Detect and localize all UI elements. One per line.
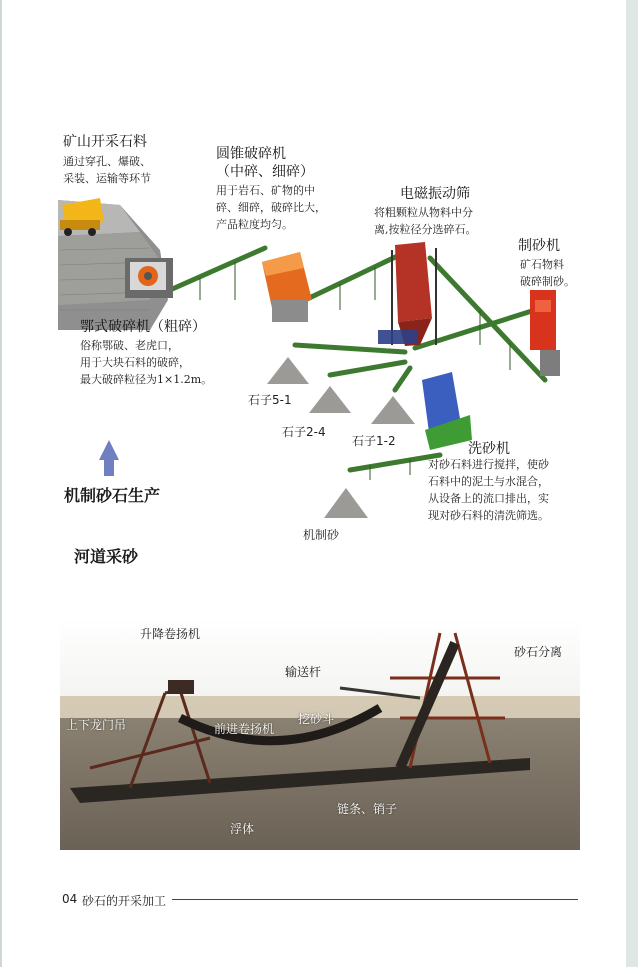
section-river-sand: 河道采砂 (74, 547, 139, 566)
mining-line-1: 通过穿孔、爆破、 (63, 155, 151, 168)
vibrating-screen-line-1: 将粗颗粒从物料中分 (374, 206, 473, 219)
sand-washer-title: 洗砂机 (468, 441, 510, 457)
jaw-crusher-line-3: 最大破碎粒径为1×1.2m。 (80, 373, 213, 386)
cone-crusher-title-2: （中碎、细碎） (216, 164, 314, 180)
vibrating-screen-line-2: 离,按粒径分选碎石。 (374, 223, 477, 236)
up-arrow-stem (104, 458, 114, 476)
sand-washer-line-1: 对砂石料进行搅拌，使砂 (428, 458, 549, 471)
sand-washer-line-3: 从设备上的流口排出，实 (428, 492, 549, 505)
cone-crusher-line-3: 产品粒度均匀。 (216, 218, 293, 231)
footer-rule (172, 899, 578, 900)
dredger-scene (60, 618, 580, 850)
jaw-crusher-block (80, 318, 212, 388)
pile-label-machine-sand: 机制砂 (303, 528, 340, 542)
label-conveyor-rod: 输送杆 (285, 665, 322, 679)
cone-crusher (262, 252, 312, 322)
pile-label-5-1: 石子5-1 (248, 393, 292, 407)
page-number: 04 (62, 892, 78, 906)
mining-line-2: 采装、运输等环节 (63, 172, 151, 185)
label-pontoon: 浮体 (230, 822, 255, 836)
mining-title: 矿山开采石料 (63, 134, 147, 150)
sand-maker-line-2: 破碎制砂。 (520, 275, 575, 288)
pile-label-2-4: 石子2-4 (282, 425, 326, 439)
vibrating-screen-title: 电磁振动筛 (400, 186, 470, 202)
label-forward-winch: 前进卷扬机 (214, 722, 275, 736)
sand-maker-title: 制砂机 (518, 238, 560, 254)
sand-washer (422, 372, 472, 450)
sand-maker-line-1: 矿石物料 (520, 258, 564, 271)
up-arrow-icon (99, 440, 119, 460)
sand-washer-desc (428, 456, 549, 524)
vibrating-screen (378, 242, 436, 346)
jaw-crusher-title: 鄂式破碎机（粗碎） (80, 319, 206, 335)
mining-block (63, 133, 151, 187)
cone-crusher-line-1: 用于岩石、矿物的中 (216, 184, 315, 197)
jaw-crusher-line-1: 俗称鄂破、老虎口， (80, 339, 179, 352)
sand-maker (530, 290, 560, 376)
cone-crusher-block (216, 145, 326, 233)
cone-crusher-line-2: 碎、细碎，破碎比大， (216, 201, 326, 214)
jaw-crusher (125, 258, 173, 298)
sand-washer-line-4: 现对砂石料的清洗筛选。 (428, 509, 549, 522)
jaw-crusher-line-2: 用于大块石料的破碎， (80, 356, 190, 369)
sand-washer-line-2: 石料中的泥土与水混合， (428, 475, 549, 488)
label-separation: 砂石分离 (514, 645, 563, 659)
cone-crusher-title-1: 圆锥破碎机 (216, 146, 286, 162)
book-title: 砂石的开采加工 (82, 894, 167, 908)
vibrating-screen-block (374, 185, 477, 238)
label-bucket: 挖砂斗 (298, 712, 335, 726)
label-gantry: 上下龙门吊 (66, 718, 127, 732)
section-machine-sand: 机制砂石生产 (64, 486, 161, 505)
dredger-photo (60, 618, 580, 850)
pile-label-1-2: 石子1-2 (352, 434, 396, 448)
label-chain: 链条、销子 (337, 802, 398, 816)
label-lift-winch: 升降卷扬机 (140, 627, 201, 641)
sand-maker-block (518, 237, 575, 290)
